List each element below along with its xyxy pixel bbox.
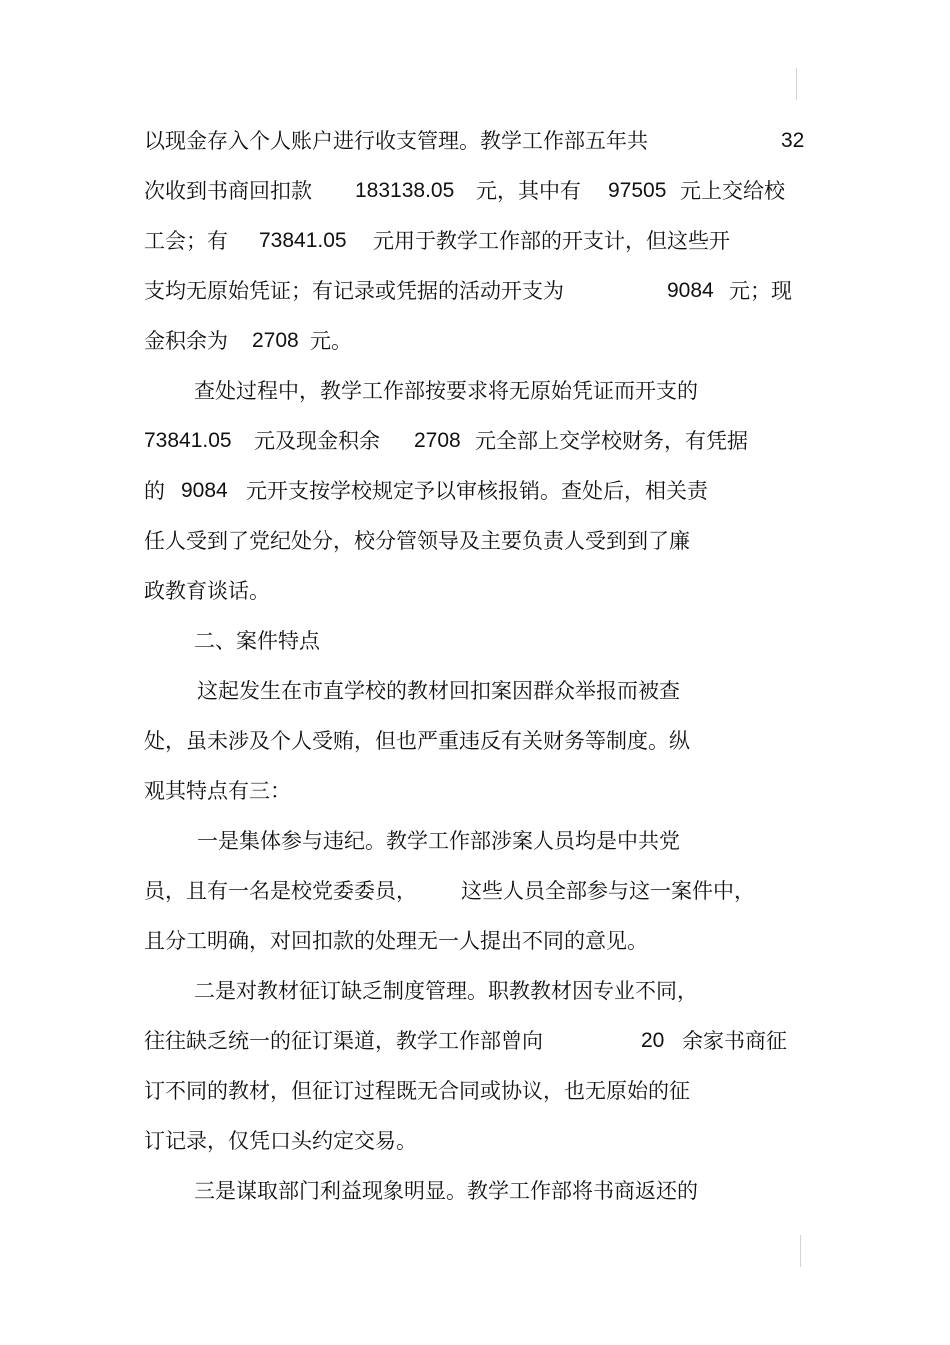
text-segment: 金积余为 [144, 329, 228, 353]
text-segment: 的 [144, 479, 165, 503]
text-segment: 元用于教学工作部的开支计，但这些开 [373, 229, 730, 253]
margin-mark-top-right [796, 68, 797, 100]
text-segment: 且分工明确，对回扣款的处理无一人提出不同的意见。 [144, 929, 648, 953]
text-segment: 20 [641, 1029, 665, 1052]
text-segment: 支均无原始凭证；有记录或凭据的活动开支为 [144, 279, 564, 303]
text-segment: 97505 [608, 179, 667, 202]
text-segment: 元上交给校 [680, 179, 785, 203]
text-segment: 73841.05 [259, 229, 347, 252]
text-segment: 73841.05 [144, 429, 232, 452]
margin-mark-bottom-right [800, 1235, 801, 1267]
text-segment: 政教育谈话。 [144, 579, 270, 603]
text-segment: 订不同的教材，但征订过程既无合同或协议，也无原始的征 [144, 1079, 690, 1103]
text-segment: 订记录，仅凭口头约定交易。 [144, 1129, 417, 1153]
text-segment: 32 [781, 129, 805, 152]
text-segment: 元开支按学校规定予以审核报销。查处后，相关责 [246, 479, 708, 503]
text-segment: 元。 [310, 329, 352, 353]
text-segment: 元，其中有 [476, 179, 581, 203]
text-segment: 一是集体参与违纪。教学工作部涉案人员均是中共党 [197, 829, 680, 853]
text-segment: 工会；有 [144, 229, 228, 253]
text-segment: 9084 [181, 479, 228, 502]
text-segment: 9084 [667, 279, 714, 302]
text-segment: 二是对教材征订缺乏制度管理。职教教材因专业不同， [194, 979, 698, 1003]
text-segment: 次收到书商回扣款 [144, 179, 312, 203]
text-segment: 183138.05 [355, 179, 455, 202]
text-segment: 这些人员全部参与这一案件中， [461, 879, 755, 903]
text-segment: 余家书商征 [682, 1029, 787, 1053]
text-segment: 以现金存入个人账户进行收支管理。教学工作部五年共 [144, 129, 648, 153]
text-segment: 观其特点有三： [144, 779, 291, 803]
text-segment: 元；现 [729, 279, 792, 303]
text-segment: 查处过程中，教学工作部按要求将无原始凭证而开支的 [194, 379, 698, 403]
text-segment: 2708 [252, 329, 299, 352]
text-segment: 二、案件特点 [194, 629, 320, 653]
text-segment: 元及现金积余 [254, 429, 380, 453]
text-segment: 往往缺乏统一的征订渠道，教学工作部曾向 [144, 1029, 543, 1053]
text-segment: 任人受到了党纪处分，校分管领导及主要负责人受到到了廉 [144, 529, 690, 553]
text-segment: 三是谋取部门利益现象明显。教学工作部将书商返还的 [194, 1179, 698, 1203]
text-segment: 元全部上交学校财务，有凭据 [475, 429, 748, 453]
text-segment: 这起发生在市直学校的教材回扣案因群众举报而被查 [197, 679, 680, 703]
text-segment: 处，虽未涉及个人受贿，但也严重违反有关财务等制度。纵 [144, 729, 690, 753]
text-segment: 员，且有一名是校党委委员， [144, 879, 417, 903]
text-segment: 2708 [414, 429, 461, 452]
